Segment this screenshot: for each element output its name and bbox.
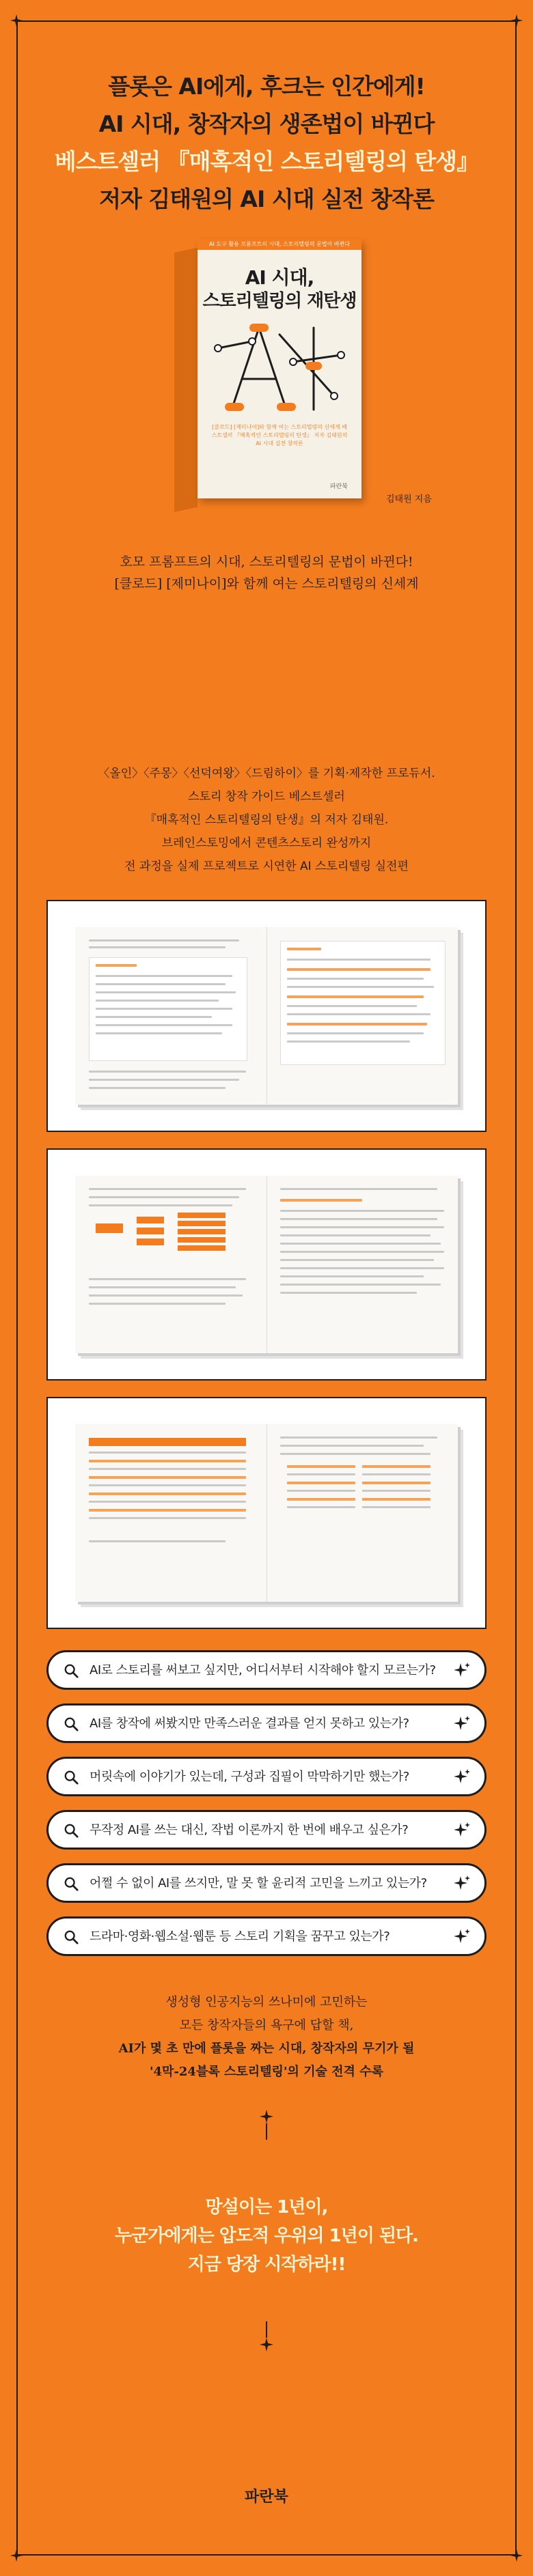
corner-star-icon	[10, 2549, 23, 2562]
book-cover-desc: [클로드] [제미나이]와 함께 여는 스토리텔링의 신세계 베스트셀러 『매혹적인 스토리텔링의 탄생』 저자 김태원의 AI 시대 실전 창작론	[211, 424, 348, 447]
headline-line-3: 베스트셀러 『매혹적인 스토리텔링의 탄생』	[54, 148, 479, 175]
question-text: AI로 스토리를 써보고 싶지만, 어디서부터 시작해야 할지 모르는가?	[90, 1663, 436, 1678]
headline-line-4: 저자 김태원의 AI 시대 실전 창작론	[99, 186, 434, 212]
sparkle-icon	[453, 1715, 471, 1733]
divider-bottom-icon	[260, 2321, 273, 2351]
book-title-line-1: AI 시대,	[245, 266, 314, 289]
final-line-2: 누군가에게는 압도적 우위의 1년이 된다.	[114, 2226, 419, 2246]
question-item	[46, 1703, 487, 1743]
book-front	[197, 239, 361, 498]
sub-copy-line-1: 호모 프롬프트의 시대, 스토리텔링의 문법이 바뀐다!	[120, 554, 413, 569]
search-icon	[64, 1716, 79, 1731]
description-line-2: 스토리 창작 가이드 베스트셀러	[188, 790, 345, 804]
corner-star-icon	[510, 14, 523, 27]
sample-spread-3	[46, 1397, 487, 1629]
question-item	[46, 1863, 487, 1903]
headline-line-1: 플롯은 AI에게, 후크는 인간에게!	[108, 73, 425, 100]
divider-top-icon	[260, 2110, 273, 2140]
sample-page	[75, 1176, 458, 1353]
closing-line-3: AI가 몇 초 만에 플롯을 짜는 시대, 창작자의 무기가 될	[118, 2041, 415, 2056]
sparkle-icon	[453, 1662, 471, 1680]
sparkle-icon	[453, 1768, 471, 1786]
final-line-1: 망설이는 1년이,	[205, 2197, 328, 2218]
book-cover	[154, 239, 372, 512]
sparkle-icon	[453, 1822, 471, 1839]
description-line-1: 〈올인〉〈주몽〉〈선덕여왕〉〈드림하이〉를 기획·제작한 프로듀서.	[98, 767, 435, 780]
closing-line-4: '4막-24블록 스토리텔링'의 기술 전격 수록	[150, 2065, 383, 2079]
sample-page	[75, 927, 458, 1105]
book-cover-art	[211, 321, 348, 416]
search-icon	[64, 1770, 79, 1785]
question-text: 드라마·영화·웹소설·웹툰 등 스토리 기획을 꿈꾸고 있는가?	[90, 1929, 390, 1944]
question-item	[46, 1757, 487, 1796]
description-line-4: 브레인스토밍에서 콘텐츠스토리 완성까지	[161, 836, 372, 850]
sample-spread-1	[46, 900, 487, 1132]
final-line-3: 지금 당장 시작하라!!	[187, 2254, 346, 2275]
question-text: 무작정 AI를 쓰는 대신, 작법 이론까지 한 번에 배우고 싶은가?	[90, 1823, 409, 1837]
book-top-band: AI 도구 활용 프롬프트의 시대, 스토리텔링의 문법이 바뀐다	[197, 239, 361, 250]
question-item	[46, 1916, 487, 1956]
sparkle-icon	[453, 1928, 471, 1946]
book-title-line-2: 스토리텔링의 재탄생	[202, 291, 357, 311]
question-text: AI를 창작에 써봤지만 만족스러운 결과를 얻지 못하고 있는가?	[90, 1716, 409, 1731]
sample-spread-2	[46, 1148, 487, 1381]
description-line-3: 『매혹적인 스토리텔링의 탄생』의 저자 김태원.	[144, 813, 389, 827]
search-icon	[64, 1876, 79, 1891]
question-text: 머릿속에 이야기가 있는데, 구성과 집필이 막막하기만 했는가?	[90, 1770, 409, 1784]
author-credit: 김태원 지음	[386, 494, 432, 505]
description-line-5: 전 과정을 실제 프로젝트로 시연한 AI 스토리텔링 실전편	[124, 860, 409, 873]
publisher-logo: 파란북	[245, 2489, 288, 2506]
headline-line-2: AI 시대, 창작자의 생존법이 바뀐다	[98, 111, 435, 137]
search-icon	[64, 1929, 79, 1944]
closing-line-1: 생성형 인공지능의 쓰나미에 고민하는	[165, 1995, 368, 2009]
sparkle-icon	[453, 1875, 471, 1893]
sample-page	[75, 1424, 458, 1602]
closing-line-2: 모든 창작자들의 욕구에 답할 책,	[179, 2018, 354, 2033]
question-item	[46, 1810, 487, 1850]
corner-star-icon	[10, 14, 23, 27]
sub-copy-line-2: [클로드] [제미나이]와 함께 여는 스토리텔링의 신세계	[114, 576, 419, 591]
book-publisher: 파란북	[329, 483, 348, 490]
question-text: 어쩔 수 없이 AI를 쓰지만, 말 못 할 윤리적 고민을 느끼고 있는가?	[90, 1876, 427, 1891]
question-item	[46, 1650, 487, 1690]
corner-star-icon	[510, 2549, 523, 2562]
search-icon	[64, 1823, 79, 1838]
search-icon	[64, 1663, 79, 1678]
book-spine	[174, 248, 197, 512]
